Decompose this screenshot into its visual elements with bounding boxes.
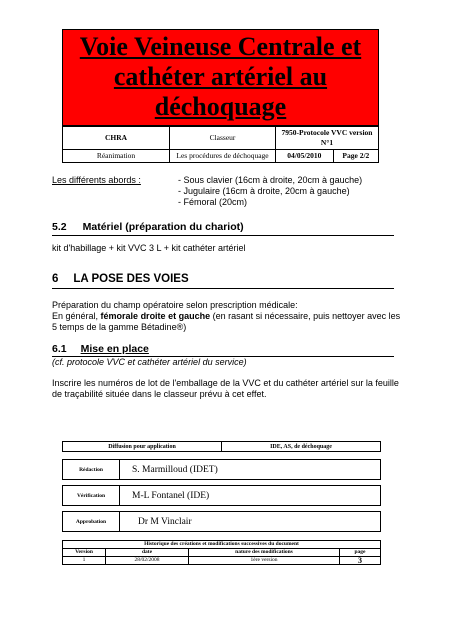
- org-unit: Réanimation: [63, 150, 170, 163]
- approbation-value: Dr M Vinclair: [120, 512, 381, 532]
- history-col-date: date: [106, 549, 189, 557]
- title-line-2: cathéter artériel au: [113, 62, 328, 91]
- protocol-reference: (cf. protocole VVC et cathéter artériel du service): [52, 357, 247, 367]
- abord-item: - Sous clavier (16cm à droite, 20cm à gauche): [178, 175, 363, 185]
- diffusion-value: IDE, AS, de déchoquage: [222, 442, 381, 452]
- history-row: [63, 557, 381, 565]
- femorale-emphasis: fémorale droite et gauche: [100, 311, 211, 321]
- history-version: 1: [63, 557, 106, 565]
- redaction-table: [62, 459, 381, 480]
- history-nature: 1ère version: [189, 557, 340, 565]
- title-line-3: déchoquage: [154, 92, 287, 121]
- approbation-label: Approbation: [63, 512, 120, 532]
- classeur-name: Les procédures de déchoquage: [170, 150, 276, 163]
- section-divider: [52, 288, 394, 289]
- verification-table: [62, 485, 381, 506]
- history-table: [62, 540, 381, 565]
- section-title: Mise en place: [80, 343, 149, 355]
- document-header-table: [62, 126, 379, 163]
- document-title-block: [62, 29, 379, 126]
- title-line-1: Voie Veineuse Centrale et: [79, 32, 362, 61]
- mise-en-place-text-line2: de traçabilité située dans le classeur prévu à cet effet.: [52, 389, 267, 399]
- abord-item: - Jugulaire (16cm à droite, 20cm à gauche): [178, 186, 350, 196]
- history-col-nature: nature des modifications: [189, 549, 340, 557]
- protocol-version: 7950-Protocole VVC version N°1: [276, 127, 379, 150]
- verification-label: Vérification: [63, 486, 120, 506]
- verification-value: M-L Fontanel (IDE): [120, 486, 381, 506]
- org-name: CHRA: [63, 127, 170, 150]
- document-date: 04/05/2010: [276, 150, 334, 163]
- abords-label: Les différents abords :: [52, 175, 141, 185]
- section-divider: [52, 235, 394, 236]
- history-col-version: Version: [63, 549, 106, 557]
- section-title: LA POSE DES VOIES: [73, 273, 189, 285]
- section-6-1-heading: [52, 343, 149, 356]
- preparation-text: Préparation du champ opératoire selon prescription médicale:: [52, 300, 298, 310]
- section-5-2-heading: [52, 221, 244, 234]
- section-number: 6: [52, 273, 59, 285]
- preparation-detail: En général, fémorale droite et gauche (en rasant si nécessaire, puis nettoyer avec les: [52, 311, 401, 321]
- redaction-label: Rédaction: [63, 460, 120, 480]
- classeur-label: Classeur: [170, 127, 276, 150]
- section-number: 6.1: [52, 343, 67, 355]
- section-number: 5.2: [52, 221, 67, 233]
- section-6-heading: [52, 272, 189, 286]
- history-title: Historique des créations et modifications successives du document: [63, 541, 381, 549]
- diffusion-table: [62, 441, 381, 452]
- diffusion-label: Diffusion pour application: [63, 442, 222, 452]
- history-page: 3: [340, 557, 381, 565]
- history-date: 28/02/2008: [106, 557, 189, 565]
- preparation-detail-line2: 5 temps de la gamme Bétadine®): [52, 322, 187, 332]
- history-col-page: page: [340, 549, 381, 557]
- approbation-table: [62, 511, 381, 532]
- section-title: Matériel (préparation du chariot): [82, 221, 244, 233]
- redaction-value: S. Marmilloud (IDET): [120, 460, 381, 480]
- page-number: Page 2/2: [333, 150, 378, 163]
- abord-item: - Fémoral (20cm): [178, 197, 248, 207]
- mise-en-place-text: Inscrire les numéros de lot de l'emballage de la VVC et du cathéter artériel sur la feuille: [52, 378, 399, 388]
- materiel-text: kit d'habillage + kit VVC 3 L + kit cathéter artériel: [52, 243, 246, 253]
